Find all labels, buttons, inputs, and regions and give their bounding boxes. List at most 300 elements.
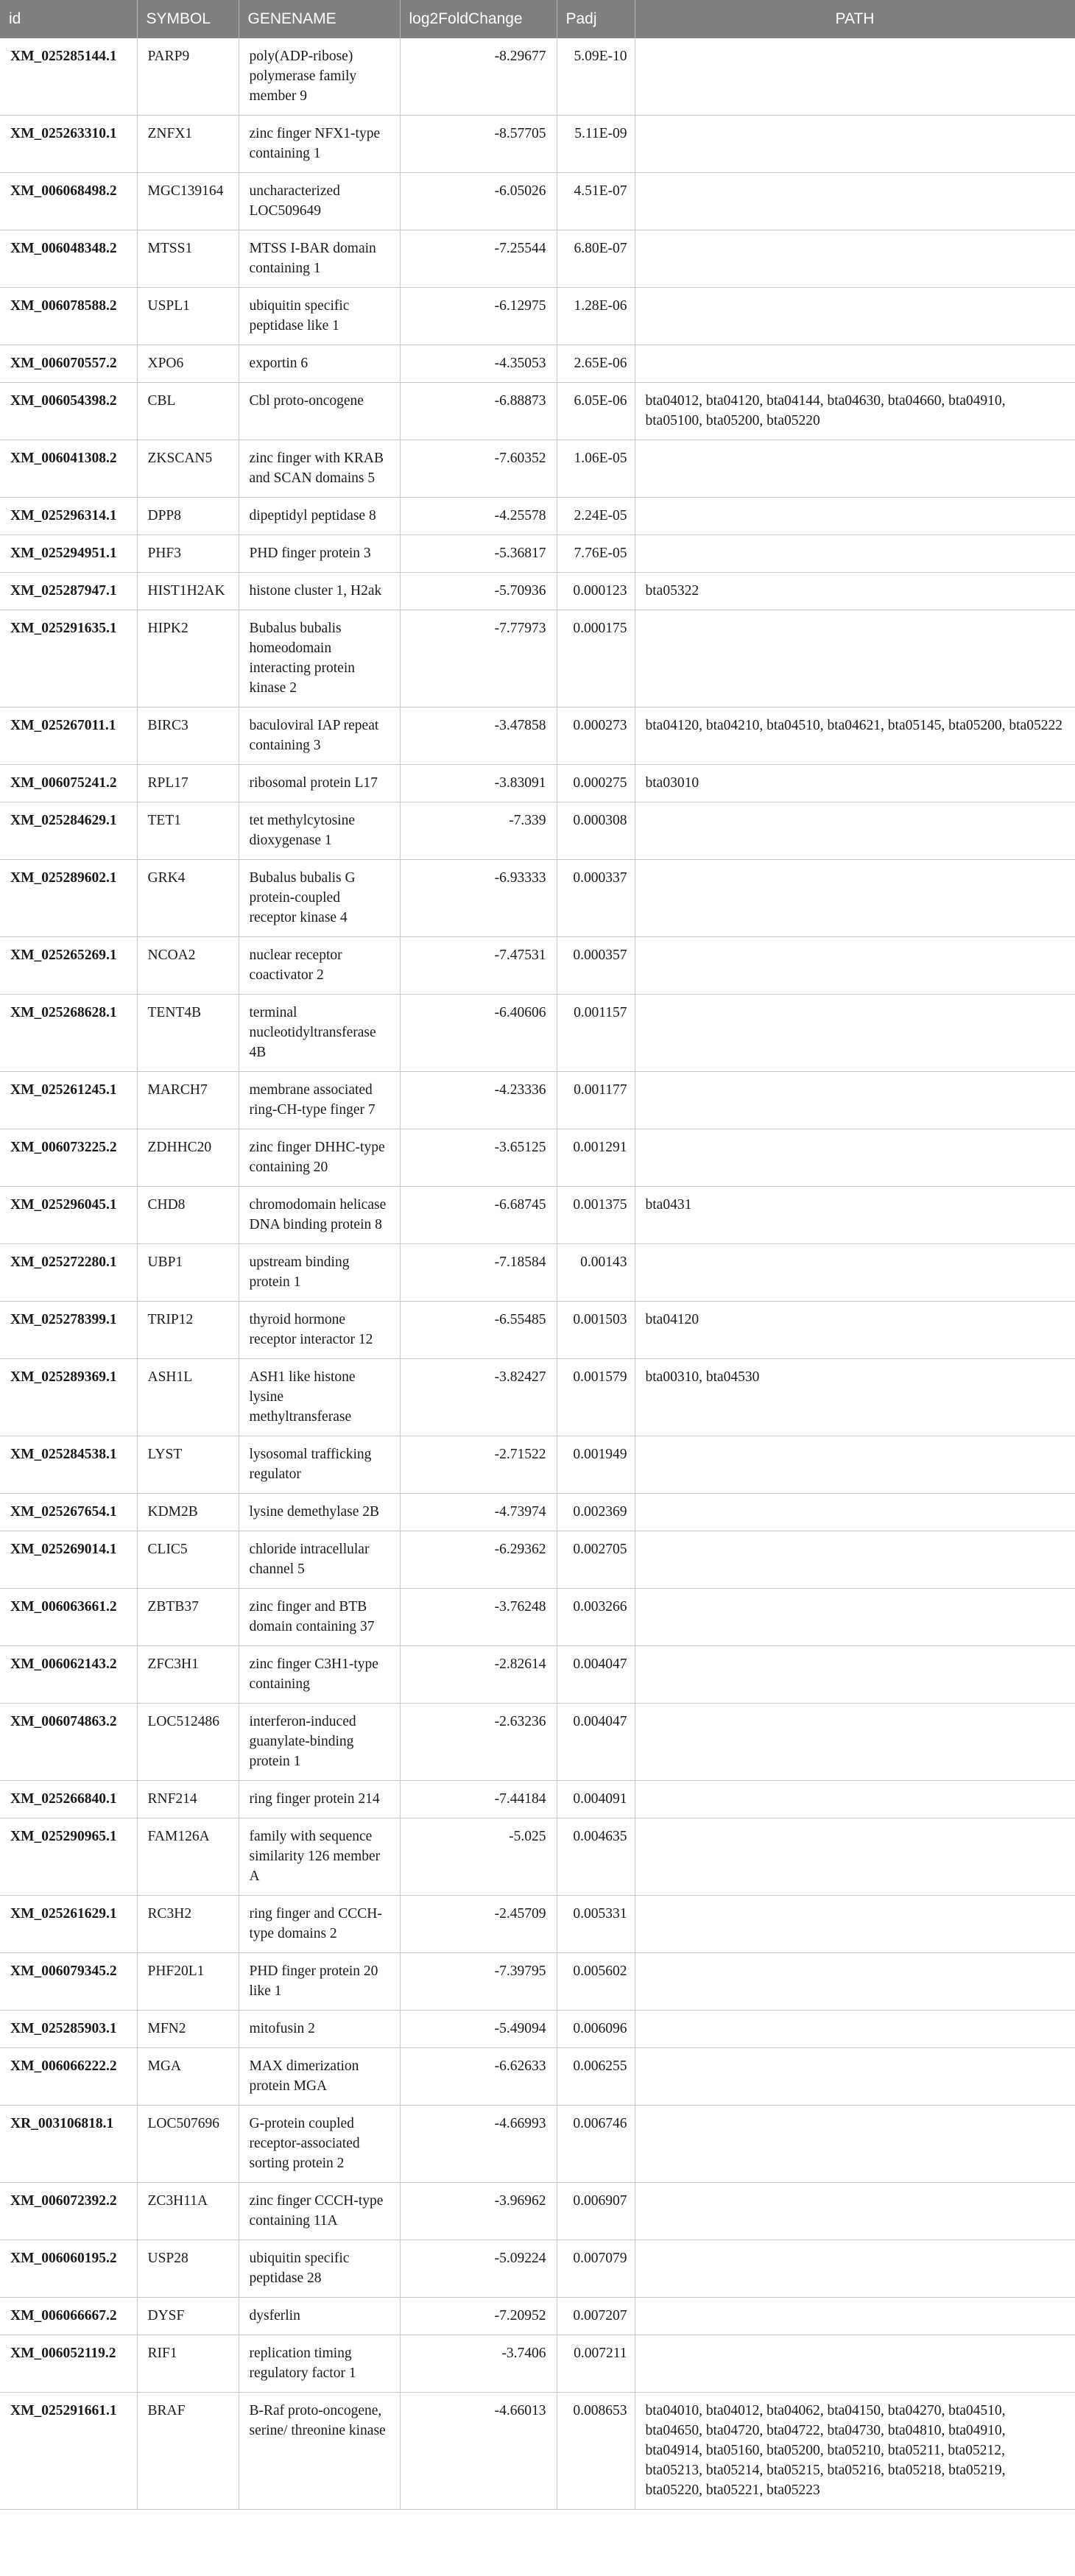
cell-log2foldchange: -7.77973 bbox=[400, 610, 557, 707]
cell-genename: upstream binding protein 1 bbox=[239, 1244, 400, 1302]
table-row bbox=[0, 1302, 1075, 1359]
cell-log2foldchange: -6.29362 bbox=[400, 1531, 557, 1589]
cell-id: XM_006054398.2 bbox=[0, 383, 137, 440]
cell-log2foldchange: -4.35053 bbox=[400, 345, 557, 383]
cell-padj: 0.000275 bbox=[557, 765, 635, 802]
cell-id: XM_025272280.1 bbox=[0, 1244, 137, 1302]
table-row bbox=[0, 610, 1075, 707]
cell-genename: chloride intracellular channel 5 bbox=[239, 1531, 400, 1589]
cell-padj: 0.004091 bbox=[557, 1781, 635, 1818]
cell-log2foldchange: -7.44184 bbox=[400, 1781, 557, 1818]
cell-log2foldchange: -7.47531 bbox=[400, 937, 557, 995]
table-row bbox=[0, 2048, 1075, 2106]
cell-symbol: XPO6 bbox=[137, 345, 239, 383]
cell-path bbox=[635, 38, 1075, 116]
header-row bbox=[0, 0, 1075, 38]
cell-genename: ring finger and CCCH-type domains 2 bbox=[239, 1896, 400, 1953]
cell-id: XM_025263310.1 bbox=[0, 116, 137, 173]
table-row bbox=[0, 1494, 1075, 1531]
cell-path bbox=[635, 1531, 1075, 1589]
cell-path bbox=[635, 2240, 1075, 2298]
table-row bbox=[0, 383, 1075, 440]
cell-padj: 0.003266 bbox=[557, 1589, 635, 1646]
cell-genename: exportin 6 bbox=[239, 345, 400, 383]
cell-padj: 0.007079 bbox=[557, 2240, 635, 2298]
cell-path bbox=[635, 535, 1075, 573]
cell-path: bta00310, bta04530 bbox=[635, 1359, 1075, 1436]
cell-symbol: HIST1H2AK bbox=[137, 573, 239, 610]
cell-id: XM_006062143.2 bbox=[0, 1646, 137, 1704]
cell-genename: dipeptidyl peptidase 8 bbox=[239, 498, 400, 535]
cell-symbol: MARCH7 bbox=[137, 1072, 239, 1129]
cell-genename: tet methylcytosine dioxygenase 1 bbox=[239, 802, 400, 860]
cell-id: XM_025296045.1 bbox=[0, 1187, 137, 1244]
cell-log2foldchange: -3.96962 bbox=[400, 2183, 557, 2240]
cell-padj: 5.09E-10 bbox=[557, 38, 635, 116]
cell-padj: 0.005602 bbox=[557, 1953, 635, 2011]
cell-path bbox=[635, 860, 1075, 937]
cell-id: XM_025289602.1 bbox=[0, 860, 137, 937]
cell-path: bta0431 bbox=[635, 1187, 1075, 1244]
cell-padj: 1.06E-05 bbox=[557, 440, 635, 498]
cell-genename: B-Raf proto-oncogene, serine/ threonine kinase bbox=[239, 2393, 400, 2510]
cell-symbol: ASH1L bbox=[137, 1359, 239, 1436]
cell-id: XM_025290965.1 bbox=[0, 1818, 137, 1896]
cell-log2foldchange: -6.40606 bbox=[400, 995, 557, 1072]
cell-symbol: FAM126A bbox=[137, 1818, 239, 1896]
cell-padj: 1.28E-06 bbox=[557, 288, 635, 345]
table-row bbox=[0, 1244, 1075, 1302]
cell-symbol: USP28 bbox=[137, 2240, 239, 2298]
cell-padj: 0.000337 bbox=[557, 860, 635, 937]
cell-log2foldchange: -6.88873 bbox=[400, 383, 557, 440]
cell-id: XM_006070557.2 bbox=[0, 345, 137, 383]
cell-genename: PHD finger protein 3 bbox=[239, 535, 400, 573]
table-row bbox=[0, 860, 1075, 937]
cell-symbol: KDM2B bbox=[137, 1494, 239, 1531]
cell-path bbox=[635, 1896, 1075, 1953]
cell-padj: 0.001503 bbox=[557, 1302, 635, 1359]
cell-genename: replication timing regulatory factor 1 bbox=[239, 2335, 400, 2393]
cell-path bbox=[635, 1072, 1075, 1129]
cell-path bbox=[635, 498, 1075, 535]
cell-id: XM_025289369.1 bbox=[0, 1359, 137, 1436]
cell-path: bta04120, bta04210, bta04510, bta04621, bta05145, bta05200, bta05222 bbox=[635, 707, 1075, 765]
cell-path bbox=[635, 1244, 1075, 1302]
cell-symbol: LYST bbox=[137, 1436, 239, 1494]
table-row bbox=[0, 2298, 1075, 2335]
table-row bbox=[0, 1953, 1075, 2011]
cell-path bbox=[635, 230, 1075, 288]
cell-id: XR_003106818.1 bbox=[0, 2106, 137, 2183]
cell-id: XM_025296314.1 bbox=[0, 498, 137, 535]
cell-symbol: MFN2 bbox=[137, 2011, 239, 2048]
cell-padj: 0.008653 bbox=[557, 2393, 635, 2510]
cell-genename: lysosomal trafficking regulator bbox=[239, 1436, 400, 1494]
cell-id: XM_025285903.1 bbox=[0, 2011, 137, 2048]
cell-id: XM_006066667.2 bbox=[0, 2298, 137, 2335]
cell-path bbox=[635, 116, 1075, 173]
cell-id: XM_006066222.2 bbox=[0, 2048, 137, 2106]
cell-log2foldchange: -4.23336 bbox=[400, 1072, 557, 1129]
table-row bbox=[0, 173, 1075, 230]
cell-genename: terminal nucleotidyltransferase 4B bbox=[239, 995, 400, 1072]
cell-padj: 0.006255 bbox=[557, 2048, 635, 2106]
cell-log2foldchange: -4.25578 bbox=[400, 498, 557, 535]
cell-symbol: ZKSCAN5 bbox=[137, 440, 239, 498]
table-row bbox=[0, 1436, 1075, 1494]
cell-log2foldchange: -6.62633 bbox=[400, 2048, 557, 2106]
cell-path bbox=[635, 2106, 1075, 2183]
cell-padj: 5.11E-09 bbox=[557, 116, 635, 173]
cell-symbol: MGA bbox=[137, 2048, 239, 2106]
table-row bbox=[0, 1359, 1075, 1436]
cell-log2foldchange: -7.60352 bbox=[400, 440, 557, 498]
table-row bbox=[0, 1818, 1075, 1896]
cell-genename: baculoviral IAP repeat containing 3 bbox=[239, 707, 400, 765]
table-row bbox=[0, 2183, 1075, 2240]
cell-symbol: RC3H2 bbox=[137, 1896, 239, 1953]
table-row bbox=[0, 937, 1075, 995]
table-row bbox=[0, 288, 1075, 345]
cell-path bbox=[635, 2335, 1075, 2393]
cell-id: XM_025266840.1 bbox=[0, 1781, 137, 1818]
cell-genename: histone cluster 1, H2ak bbox=[239, 573, 400, 610]
table-row bbox=[0, 765, 1075, 802]
cell-id: XM_025265269.1 bbox=[0, 937, 137, 995]
cell-symbol: DYSF bbox=[137, 2298, 239, 2335]
cell-symbol: LOC512486 bbox=[137, 1704, 239, 1781]
cell-id: XM_025284538.1 bbox=[0, 1436, 137, 1494]
cell-id: XM_006075241.2 bbox=[0, 765, 137, 802]
cell-genename: zinc finger NFX1-type containing 1 bbox=[239, 116, 400, 173]
cell-symbol: PHF20L1 bbox=[137, 1953, 239, 2011]
cell-path bbox=[635, 2298, 1075, 2335]
cell-path bbox=[635, 1646, 1075, 1704]
cell-symbol: ZDHHC20 bbox=[137, 1129, 239, 1187]
table-row bbox=[0, 802, 1075, 860]
cell-padj: 0.000308 bbox=[557, 802, 635, 860]
cell-padj: 0.006096 bbox=[557, 2011, 635, 2048]
cell-log2foldchange: -2.45709 bbox=[400, 1896, 557, 1953]
cell-id: XM_025291661.1 bbox=[0, 2393, 137, 2510]
table-row bbox=[0, 535, 1075, 573]
cell-path bbox=[635, 802, 1075, 860]
cell-symbol: BRAF bbox=[137, 2393, 239, 2510]
cell-genename: Bubalus bubalis homeodomain interacting protein kinase 2 bbox=[239, 610, 400, 707]
cell-log2foldchange: -5.70936 bbox=[400, 573, 557, 610]
cell-symbol: RIF1 bbox=[137, 2335, 239, 2393]
header-padj[interactable]: Padj bbox=[557, 0, 635, 38]
table-row bbox=[0, 116, 1075, 173]
header-symbol[interactable]: SYMBOL bbox=[137, 0, 239, 38]
cell-symbol: NCOA2 bbox=[137, 937, 239, 995]
cell-symbol: HIPK2 bbox=[137, 610, 239, 707]
cell-id: XM_006073225.2 bbox=[0, 1129, 137, 1187]
cell-log2foldchange: -2.71522 bbox=[400, 1436, 557, 1494]
cell-path bbox=[635, 937, 1075, 995]
table-row bbox=[0, 1072, 1075, 1129]
header-id[interactable]: id bbox=[0, 0, 137, 38]
table-row bbox=[0, 1589, 1075, 1646]
cell-genename: family with sequence similarity 126 member A bbox=[239, 1818, 400, 1896]
cell-symbol: ZFC3H1 bbox=[137, 1646, 239, 1704]
cell-padj: 0.004635 bbox=[557, 1818, 635, 1896]
cell-path bbox=[635, 610, 1075, 707]
cell-padj: 2.24E-05 bbox=[557, 498, 635, 535]
cell-log2foldchange: -6.93333 bbox=[400, 860, 557, 937]
header-path[interactable]: PATH bbox=[635, 0, 1075, 38]
cell-log2foldchange: -4.66993 bbox=[400, 2106, 557, 2183]
cell-log2foldchange: -3.82427 bbox=[400, 1359, 557, 1436]
cell-log2foldchange: -8.29677 bbox=[400, 38, 557, 116]
cell-path bbox=[635, 1781, 1075, 1818]
table-row bbox=[0, 1129, 1075, 1187]
cell-symbol: TRIP12 bbox=[137, 1302, 239, 1359]
header-log2foldchange[interactable]: log2FoldChange bbox=[400, 0, 557, 38]
cell-id: XM_025294951.1 bbox=[0, 535, 137, 573]
cell-genename: G-protein coupled receptor-associated sorting protein 2 bbox=[239, 2106, 400, 2183]
table-row bbox=[0, 2106, 1075, 2183]
cell-genename: ubiquitin specific peptidase 28 bbox=[239, 2240, 400, 2298]
cell-padj: 7.76E-05 bbox=[557, 535, 635, 573]
cell-symbol: RPL17 bbox=[137, 765, 239, 802]
cell-symbol: CHD8 bbox=[137, 1187, 239, 1244]
cell-log2foldchange: -7.339 bbox=[400, 802, 557, 860]
cell-symbol: CLIC5 bbox=[137, 1531, 239, 1589]
cell-id: XM_025284629.1 bbox=[0, 802, 137, 860]
cell-genename: mitofusin 2 bbox=[239, 2011, 400, 2048]
cell-path: bta04012, bta04120, bta04144, bta04630, bta04660, bta04910, bta05100, bta05200, bta05220 bbox=[635, 383, 1075, 440]
table-row bbox=[0, 38, 1075, 116]
table-row bbox=[0, 345, 1075, 383]
cell-log2foldchange: -7.18584 bbox=[400, 1244, 557, 1302]
cell-log2foldchange: -8.57705 bbox=[400, 116, 557, 173]
header-genename[interactable]: GENENAME bbox=[239, 0, 400, 38]
cell-padj: 0.001375 bbox=[557, 1187, 635, 1244]
cell-log2foldchange: -3.65125 bbox=[400, 1129, 557, 1187]
cell-id: XM_006052119.2 bbox=[0, 2335, 137, 2393]
cell-path bbox=[635, 288, 1075, 345]
table-row bbox=[0, 2240, 1075, 2298]
cell-padj: 0.001949 bbox=[557, 1436, 635, 1494]
cell-padj: 0.006746 bbox=[557, 2106, 635, 2183]
cell-path bbox=[635, 345, 1075, 383]
table-body bbox=[0, 38, 1075, 2510]
table-row bbox=[0, 1187, 1075, 1244]
cell-padj: 0.001579 bbox=[557, 1359, 635, 1436]
cell-genename: thyroid hormone receptor interactor 12 bbox=[239, 1302, 400, 1359]
cell-id: XM_006074863.2 bbox=[0, 1704, 137, 1781]
cell-log2foldchange: -4.73974 bbox=[400, 1494, 557, 1531]
table-row bbox=[0, 1646, 1075, 1704]
cell-log2foldchange: -7.20952 bbox=[400, 2298, 557, 2335]
cell-id: XM_006048348.2 bbox=[0, 230, 137, 288]
cell-log2foldchange: -4.66013 bbox=[400, 2393, 557, 2510]
cell-log2foldchange: -3.7406 bbox=[400, 2335, 557, 2393]
cell-genename: zinc finger C3H1-type containing bbox=[239, 1646, 400, 1704]
cell-symbol: GRK4 bbox=[137, 860, 239, 937]
cell-id: XM_025269014.1 bbox=[0, 1531, 137, 1589]
cell-log2foldchange: -6.12975 bbox=[400, 288, 557, 345]
cell-genename: dysferlin bbox=[239, 2298, 400, 2335]
cell-genename: interferon-induced guanylate-binding protein 1 bbox=[239, 1704, 400, 1781]
cell-symbol: MGC139164 bbox=[137, 173, 239, 230]
cell-path bbox=[635, 2011, 1075, 2048]
cell-id: XM_006072392.2 bbox=[0, 2183, 137, 2240]
cell-id: XM_025261629.1 bbox=[0, 1896, 137, 1953]
cell-id: XM_006078588.2 bbox=[0, 288, 137, 345]
cell-genename: ring finger protein 214 bbox=[239, 1781, 400, 1818]
table-row bbox=[0, 230, 1075, 288]
cell-padj: 0.002705 bbox=[557, 1531, 635, 1589]
cell-path: bta04010, bta04012, bta04062, bta04150, bta04270, bta04510, bta04650, bta04720, bta04722, bta04730, bta04810, bta04910, bta04914, bta05160, bta05200, bta05210, bta05211, bta05212, bta05213, bta05214, bta05215, bta05216, bta05218, bta05219, bta05220, bta05221, bta05223 bbox=[635, 2393, 1075, 2510]
cell-id: XM_006068498.2 bbox=[0, 173, 137, 230]
cell-log2foldchange: -7.25544 bbox=[400, 230, 557, 288]
cell-symbol: PARP9 bbox=[137, 38, 239, 116]
cell-genename: chromodomain helicase DNA binding protein 8 bbox=[239, 1187, 400, 1244]
cell-genename: uncharacterized LOC509649 bbox=[239, 173, 400, 230]
cell-path bbox=[635, 1589, 1075, 1646]
cell-symbol: LOC507696 bbox=[137, 2106, 239, 2183]
cell-symbol: TENT4B bbox=[137, 995, 239, 1072]
cell-genename: ribosomal protein L17 bbox=[239, 765, 400, 802]
cell-genename: Cbl proto-oncogene bbox=[239, 383, 400, 440]
cell-path bbox=[635, 1704, 1075, 1781]
cell-symbol: TET1 bbox=[137, 802, 239, 860]
cell-id: XM_025267654.1 bbox=[0, 1494, 137, 1531]
cell-padj: 0.000123 bbox=[557, 573, 635, 610]
cell-padj: 0.001177 bbox=[557, 1072, 635, 1129]
cell-path: bta04120 bbox=[635, 1302, 1075, 1359]
cell-padj: 0.001291 bbox=[557, 1129, 635, 1187]
table-row bbox=[0, 2335, 1075, 2393]
cell-genename: MAX dimerization protein MGA bbox=[239, 2048, 400, 2106]
cell-id: XM_006079345.2 bbox=[0, 1953, 137, 2011]
cell-padj: 6.05E-06 bbox=[557, 383, 635, 440]
cell-symbol: DPP8 bbox=[137, 498, 239, 535]
cell-path bbox=[635, 1953, 1075, 2011]
cell-path bbox=[635, 1818, 1075, 1896]
cell-symbol: USPL1 bbox=[137, 288, 239, 345]
cell-id: XM_006060195.2 bbox=[0, 2240, 137, 2298]
cell-path bbox=[635, 1129, 1075, 1187]
cell-symbol: MTSS1 bbox=[137, 230, 239, 288]
cell-padj: 0.000273 bbox=[557, 707, 635, 765]
cell-padj: 0.007207 bbox=[557, 2298, 635, 2335]
cell-log2foldchange: -2.63236 bbox=[400, 1704, 557, 1781]
cell-id: XM_006041308.2 bbox=[0, 440, 137, 498]
table-row bbox=[0, 498, 1075, 535]
table-row bbox=[0, 707, 1075, 765]
cell-path bbox=[635, 173, 1075, 230]
cell-genename: zinc finger and BTB domain containing 37 bbox=[239, 1589, 400, 1646]
cell-padj: 2.65E-06 bbox=[557, 345, 635, 383]
cell-symbol: CBL bbox=[137, 383, 239, 440]
cell-symbol: ZC3H11A bbox=[137, 2183, 239, 2240]
cell-id: XM_025261245.1 bbox=[0, 1072, 137, 1129]
cell-padj: 0.004047 bbox=[557, 1704, 635, 1781]
cell-genename: zinc finger DHHC-type containing 20 bbox=[239, 1129, 400, 1187]
cell-id: XM_025268628.1 bbox=[0, 995, 137, 1072]
cell-symbol: RNF214 bbox=[137, 1781, 239, 1818]
cell-id: XM_025267011.1 bbox=[0, 707, 137, 765]
cell-padj: 0.005331 bbox=[557, 1896, 635, 1953]
cell-padj: 0.002369 bbox=[557, 1494, 635, 1531]
cell-symbol: PHF3 bbox=[137, 535, 239, 573]
table-row bbox=[0, 2011, 1075, 2048]
cell-path: bta03010 bbox=[635, 765, 1075, 802]
cell-path bbox=[635, 2048, 1075, 2106]
cell-genename: nuclear receptor coactivator 2 bbox=[239, 937, 400, 995]
cell-log2foldchange: -7.39795 bbox=[400, 1953, 557, 2011]
cell-genename: ASH1 like histone lysine methyltransferase bbox=[239, 1359, 400, 1436]
table-row bbox=[0, 1781, 1075, 1818]
cell-log2foldchange: -3.83091 bbox=[400, 765, 557, 802]
table-row bbox=[0, 995, 1075, 1072]
cell-genename: PHD finger protein 20 like 1 bbox=[239, 1953, 400, 2011]
cell-genename: zinc finger CCCH-type containing 11A bbox=[239, 2183, 400, 2240]
cell-id: XM_025291635.1 bbox=[0, 610, 137, 707]
cell-symbol: UBP1 bbox=[137, 1244, 239, 1302]
cell-genename: zinc finger with KRAB and SCAN domains 5 bbox=[239, 440, 400, 498]
table-row bbox=[0, 2393, 1075, 2510]
cell-genename: poly(ADP-ribose) polymerase family member 9 bbox=[239, 38, 400, 116]
cell-log2foldchange: -5.49094 bbox=[400, 2011, 557, 2048]
cell-path bbox=[635, 1436, 1075, 1494]
table-row bbox=[0, 573, 1075, 610]
cell-genename: ubiquitin specific peptidase like 1 bbox=[239, 288, 400, 345]
cell-log2foldchange: -2.82614 bbox=[400, 1646, 557, 1704]
table-row bbox=[0, 1531, 1075, 1589]
cell-padj: 0.006907 bbox=[557, 2183, 635, 2240]
cell-log2foldchange: -5.025 bbox=[400, 1818, 557, 1896]
cell-genename: Bubalus bubalis G protein-coupled receptor kinase 4 bbox=[239, 860, 400, 937]
cell-genename: MTSS I-BAR domain containing 1 bbox=[239, 230, 400, 288]
cell-padj: 4.51E-07 bbox=[557, 173, 635, 230]
cell-symbol: BIRC3 bbox=[137, 707, 239, 765]
cell-padj: 0.007211 bbox=[557, 2335, 635, 2393]
cell-id: XM_025278399.1 bbox=[0, 1302, 137, 1359]
cell-log2foldchange: -6.05026 bbox=[400, 173, 557, 230]
cell-genename: membrane associated ring-CH-type finger 7 bbox=[239, 1072, 400, 1129]
cell-path bbox=[635, 1494, 1075, 1531]
cell-padj: 6.80E-07 bbox=[557, 230, 635, 288]
cell-log2foldchange: -5.09224 bbox=[400, 2240, 557, 2298]
cell-symbol: ZNFX1 bbox=[137, 116, 239, 173]
table-row bbox=[0, 1704, 1075, 1781]
cell-symbol: ZBTB37 bbox=[137, 1589, 239, 1646]
cell-log2foldchange: -5.36817 bbox=[400, 535, 557, 573]
cell-log2foldchange: -3.47858 bbox=[400, 707, 557, 765]
cell-padj: 0.000175 bbox=[557, 610, 635, 707]
cell-log2foldchange: -6.68745 bbox=[400, 1187, 557, 1244]
cell-log2foldchange: -6.55485 bbox=[400, 1302, 557, 1359]
cell-padj: 0.000357 bbox=[557, 937, 635, 995]
cell-padj: 0.00143 bbox=[557, 1244, 635, 1302]
cell-log2foldchange: -3.76248 bbox=[400, 1589, 557, 1646]
cell-genename: lysine demethylase 2B bbox=[239, 1494, 400, 1531]
table-row bbox=[0, 440, 1075, 498]
cell-padj: 0.001157 bbox=[557, 995, 635, 1072]
cell-path bbox=[635, 2183, 1075, 2240]
cell-path bbox=[635, 440, 1075, 498]
cell-id: XM_025287947.1 bbox=[0, 573, 137, 610]
cell-path bbox=[635, 995, 1075, 1072]
cell-id: XM_006063661.2 bbox=[0, 1589, 137, 1646]
cell-padj: 0.004047 bbox=[557, 1646, 635, 1704]
table-row bbox=[0, 1896, 1075, 1953]
